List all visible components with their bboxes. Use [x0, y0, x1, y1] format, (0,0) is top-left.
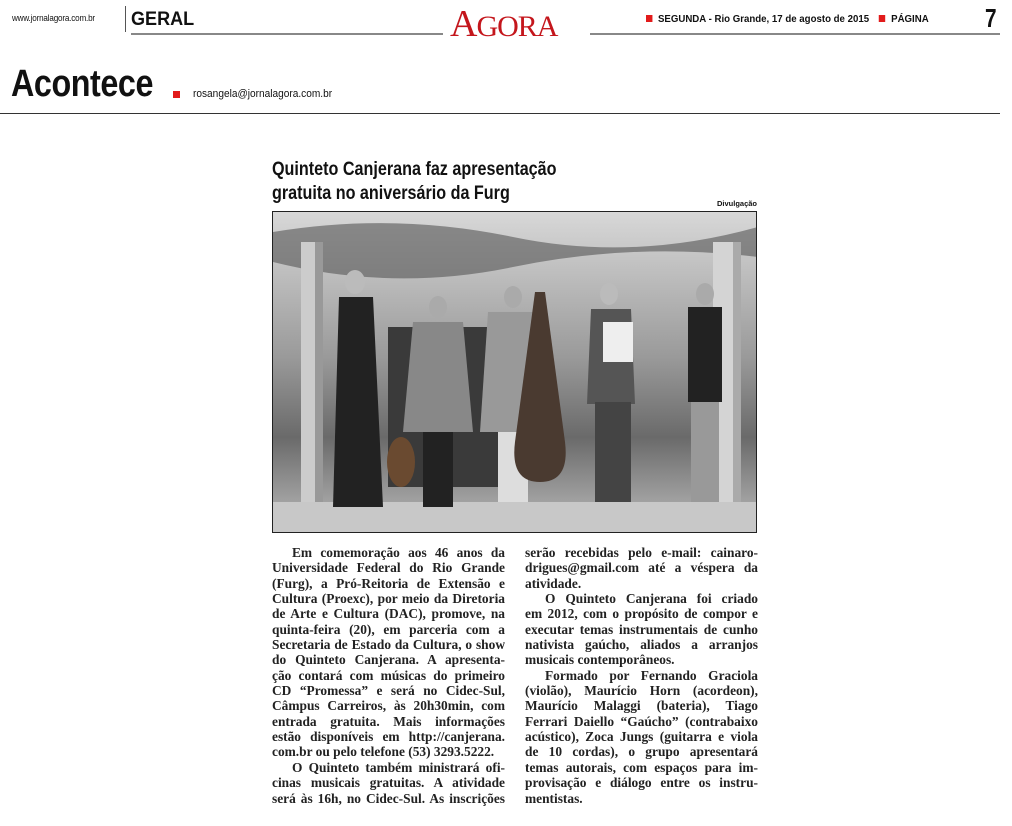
text-line: Câmpus Carreiros, às 20h30min, com	[272, 698, 505, 714]
column-title: Acontece	[11, 63, 154, 105]
text-line: quinta-feira (20), em parceria com a	[272, 621, 505, 637]
dateline	[646, 13, 929, 25]
photo-credit: Divulgação	[716, 199, 757, 208]
text-line: de 10 cordas), o grupo apresentará	[525, 744, 758, 760]
article-column-2	[525, 545, 758, 806]
text-line: Formado por Fernando Graciola	[545, 667, 758, 683]
text-line: executar temas instrumentais de cunho	[525, 621, 758, 637]
text-line: do Quinteto Canjerana. A apresenta-	[272, 652, 505, 668]
text-line: mentistas.	[525, 790, 583, 806]
text-line: temas autorais, com espaços para im-	[525, 759, 758, 775]
text-line: de Arte e Cultura (DAC), promove, na	[272, 606, 505, 622]
text-line: em 2012, com o propósito de compor e	[525, 606, 758, 622]
text-line: cinas musicais gratuitas. A atividade	[272, 775, 505, 791]
date-text: SEGUNDA - Rio Grande, 17 de agosto de 2015	[657, 13, 870, 25]
text-line: entrada gratuita. Mais informações	[272, 713, 505, 729]
text-line: O Quinteto Canjerana foi criado	[545, 591, 758, 607]
headline-line: Quinteto Canjerana faz apresentação	[272, 159, 557, 180]
column-email: rosangela@jornalagora.com.br	[193, 88, 333, 100]
text-line: atividade.	[525, 575, 582, 591]
red-square-icon	[879, 15, 885, 22]
text-line: drigues@gmail.com até a véspera da	[525, 560, 758, 576]
site-url: www.jornalagora.com.br	[12, 13, 95, 23]
text-line: Cultura (Proexc), por meio da Diretoria	[272, 591, 505, 607]
page-label: PÁGINA	[891, 13, 929, 25]
text-line: (violão), Maurício Horn (acordeon),	[525, 683, 758, 699]
paragraph	[272, 545, 505, 760]
red-square-icon	[646, 15, 652, 22]
text-line: será às 16h, no Cidec-Sul. As inscrições	[272, 790, 505, 806]
headline	[272, 158, 612, 206]
text-line: Maurício Malaggi (bateria), Tiago	[525, 698, 758, 714]
newspaper-logo: AGORA	[450, 3, 558, 45]
article-column-1	[272, 545, 505, 806]
text-line: musicais contemporâneos.	[525, 652, 675, 668]
text-line: Secretaria de Estado da Cultura, o show	[272, 637, 505, 653]
text-line: (Furg), a Pró-Reitoria de Extensão e	[272, 575, 505, 591]
band-photo	[272, 211, 757, 533]
text-line: ção contará com músicas do primeiro	[272, 667, 505, 683]
text-line: Universidade Federal do Rio Grande	[272, 560, 505, 576]
text-line: Ferrari Daiello “Gaúcho” (contrabaixo	[525, 713, 758, 729]
text-line: com.br ou pelo telefone (53) 3293.5222.	[272, 744, 495, 760]
text-line: serão recebidas pelo e-mail: cainaro-	[525, 545, 758, 560]
paragraph	[525, 545, 758, 591]
text-line: O Quinteto também ministrará ofi-	[292, 759, 505, 775]
paragraph	[525, 591, 758, 668]
paragraph	[525, 668, 758, 806]
text-line: CD “Promessa” e será no Cidec-Sul,	[272, 683, 505, 699]
text-line: provisação e diálogo entre os instru-	[525, 775, 758, 791]
headline-line: gratuita no aniversário da Furg	[272, 183, 510, 204]
divider	[0, 113, 1000, 114]
text-line: Em comemoração aos 46 anos da	[292, 545, 505, 560]
page-number: 7	[985, 3, 997, 33]
text-line: acústico), Zoca Jungs (guitarra e viola	[525, 729, 758, 745]
red-square-icon	[173, 91, 180, 98]
section-name: GERAL	[131, 9, 195, 30]
text-line: estão disponíveis em http://canjerana.	[272, 729, 505, 745]
divider	[131, 33, 443, 35]
divider	[590, 33, 1000, 35]
divider	[125, 6, 126, 32]
paragraph	[272, 760, 505, 806]
text-line: nativista gaúcho, aliados a arranjos	[525, 637, 758, 653]
